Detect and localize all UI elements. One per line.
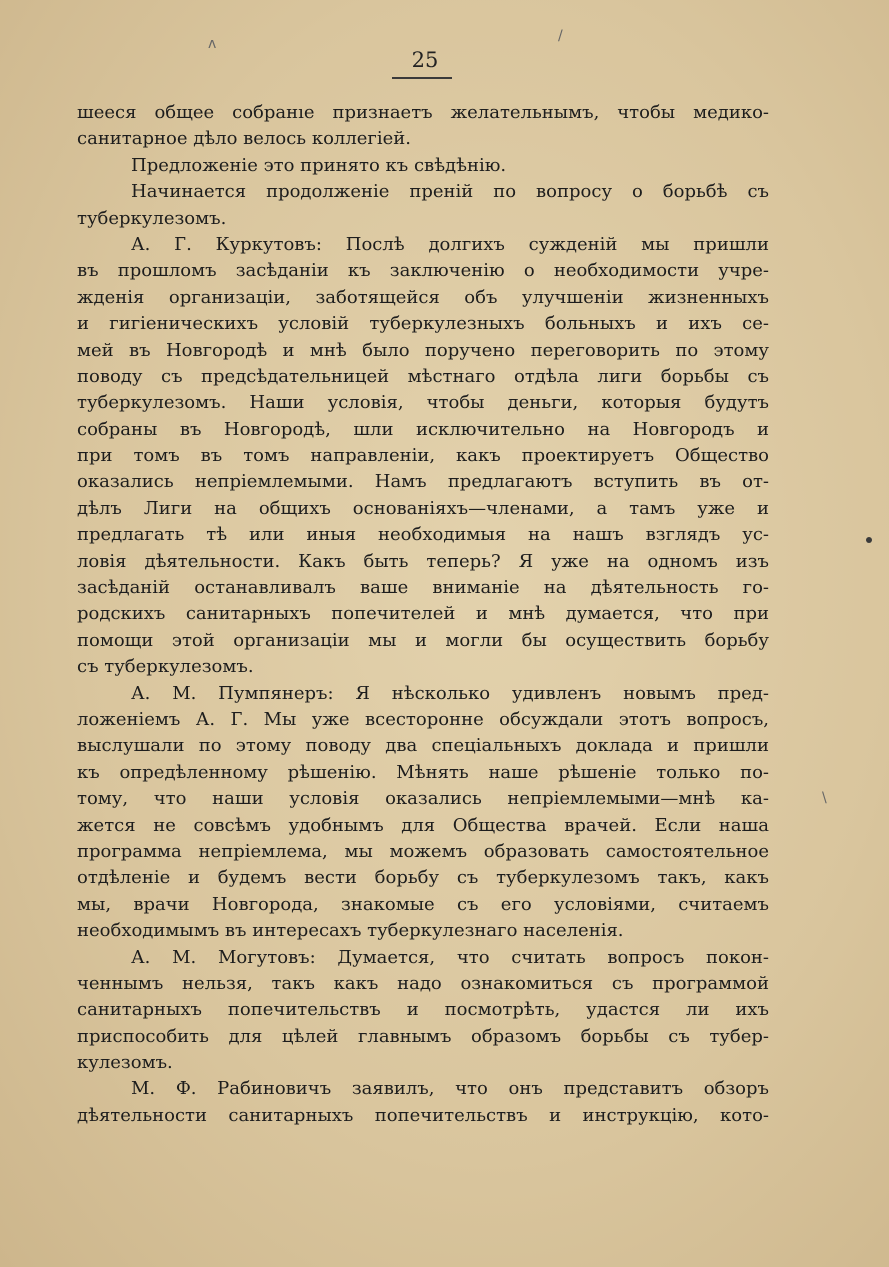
text-line: туберкулезомъ.	[77, 207, 227, 229]
text-line: помощи этой организаціи мы и могли бы осуществить борьбу	[77, 629, 769, 651]
pencil-mark: ʌ	[208, 36, 217, 52]
text-line: въ прошломъ засѣданіи къ заключенію о необходимости учре-	[77, 260, 769, 282]
text-line: поводу съ предсѣдательницей мѣстнаго отдѣла лиги борьбы съ	[77, 365, 769, 387]
text-line: приспособить для цѣлей главнымъ образомъ борьбы съ тубер-	[77, 1025, 769, 1047]
text-line: отдѣленіе и будемъ вести борьбу съ туберкулезомъ такъ, какъ	[77, 867, 769, 889]
text-line: выслушали по этому поводу два спеціальныхъ доклада и пришли	[77, 735, 769, 757]
text-line: санитарныхъ попечительствъ и посмотрѣть, удастся ли ихъ	[77, 999, 769, 1021]
pencil-mark: \	[822, 790, 827, 806]
text-line: санитарное дѣло велось коллегіей.	[77, 128, 411, 150]
text-line: А. М. Пумпянеръ: Я нѣсколько удивленъ новымъ пред-	[131, 682, 769, 704]
text-line: туберкулезомъ. Наши условія, чтобы деньги, которыя будутъ	[77, 392, 769, 414]
ink-speck	[866, 537, 872, 543]
text-line: Предложеніе это принято къ свѣдѣнію.	[131, 154, 507, 176]
text-line: ченнымъ нельзя, такъ какъ надо ознакомиться съ программой	[77, 972, 769, 994]
page-number-rule	[392, 77, 452, 79]
text-line: родскихъ санитарныхъ попечителей и мнѣ думается, что при	[77, 603, 769, 625]
text-line: ложеніемъ А. Г. Мы уже всесторонне обсуждали этотъ вопросъ,	[77, 708, 769, 730]
text-line: жденія организаціи, заботящейся объ улучшеніи жизненныхъ	[77, 286, 769, 308]
text-line: собраны въ Новгородѣ, шли исключительно на Новгородъ и	[77, 418, 769, 440]
text-line: жется не совсѣмъ удобнымъ для Общества врачей. Если наша	[77, 814, 769, 836]
text-line: тому, что наши условія оказались непріемлемыми—мнѣ ка-	[77, 788, 769, 810]
text-line: дѣятельности санитарныхъ попечительствъ и инструкцію, кото-	[77, 1104, 769, 1126]
text-line: шееся общее собранıе признаетъ желательнымъ, чтобы медико-	[77, 102, 769, 123]
text-line: А. Г. Куркутовъ: Послѣ долгихъ сужденій мы пришли	[131, 233, 769, 255]
text-line: съ туберкулезомъ.	[77, 656, 254, 678]
text-line: необходимымъ въ интересахъ туберкулезнаго населенія.	[77, 920, 624, 942]
text-line: Начинается продолженіе преній по вопросу о борьбѣ съ	[131, 181, 769, 203]
text-line: при томъ въ томъ направленіи, какъ проектируетъ Общество	[77, 445, 769, 467]
text-line: къ опредѣленному рѣшенію. Мѣнять наше рѣшеніе только по-	[77, 761, 769, 783]
pencil-mark: /	[558, 28, 563, 44]
text-line: и гигіеническихъ условій туберкулезныхъ больныхъ и ихъ се-	[77, 313, 769, 335]
text-line: засѣданій останавливалъ ваше вниманіе на дѣятельность го-	[77, 577, 769, 599]
text-line: мей въ Новгородѣ и мнѣ было поручено переговорить по этому	[77, 339, 769, 361]
text-line: оказались непріемлемыми. Намъ предлагаютъ вступить въ от-	[77, 471, 769, 493]
text-line: мы, врачи Новгорода, знакомые съ его условіями, считаемъ	[77, 893, 769, 915]
text-line: ловія дѣятельности. Какъ быть теперь? Я уже на одномъ изъ	[77, 550, 769, 572]
text-line: М. Ф. Рабиновичъ заявилъ, что онъ представитъ обзоръ	[131, 1078, 769, 1100]
text-line: А. М. Могутовъ: Думается, что считать вопросъ покон-	[131, 946, 769, 968]
text-line: дѣлъ Лиги на общихъ основаніяхъ—членами, а тамъ уже и	[77, 497, 769, 519]
text-line: кулезомъ.	[77, 1052, 173, 1074]
page-number: 25	[411, 48, 439, 72]
text-line: программа непріемлема, мы можемъ образовать самостоятельное	[77, 840, 769, 862]
body-text	[77, 100, 769, 1129]
text-line: предлагать тѣ или иныя необходимыя на нашъ взглядъ ус-	[77, 524, 769, 546]
